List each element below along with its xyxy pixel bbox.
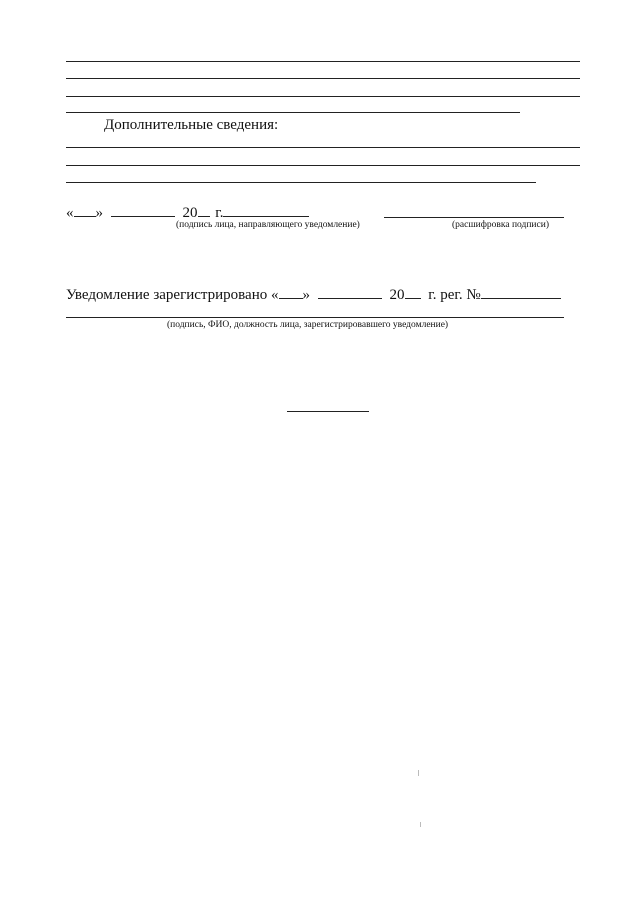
blank-line [66, 61, 580, 62]
date-quote-close: » [95, 205, 103, 221]
signature-blank[interactable] [223, 204, 309, 217]
blank-line [66, 78, 580, 79]
blank-line [66, 147, 580, 148]
registrar-signature-line [66, 317, 564, 318]
reg-quote-open: « [271, 287, 279, 303]
scan-speck [418, 770, 419, 776]
reg-year-blank[interactable] [405, 286, 421, 299]
signature-caption: (подпись лица, направляющего уведомление) [176, 220, 360, 230]
reg-day-blank[interactable] [279, 286, 303, 299]
reg-quote-close: » [302, 287, 310, 303]
additional-info-label: Дополнительные сведения: [104, 117, 279, 133]
blank-line [66, 112, 520, 113]
blank-line [66, 165, 580, 166]
year-prefix: 20 [182, 205, 198, 221]
decryption-line [384, 217, 564, 218]
registration-label: Уведомление зарегистрировано [66, 287, 268, 303]
date-quote-open: « [66, 205, 74, 221]
month-blank[interactable] [111, 204, 175, 217]
blank-line [66, 96, 580, 97]
scan-speck [420, 822, 421, 827]
signature-date-row [66, 204, 309, 221]
year-suffix: г. [215, 205, 224, 221]
registration-caption: (подпись, ФИО, должность лица, зарегистрировавшего уведомление) [167, 320, 449, 330]
year-blank[interactable] [198, 204, 210, 217]
blank-line [66, 182, 536, 183]
reg-number-blank[interactable] [481, 286, 561, 299]
reg-year-prefix: 20 [389, 287, 405, 303]
decryption-caption: (расшифровка подписи) [452, 220, 549, 230]
reg-month-blank[interactable] [318, 286, 382, 299]
day-blank[interactable] [74, 204, 96, 217]
end-separator [287, 411, 369, 412]
reg-number-label: г. рег. № [428, 287, 481, 303]
registration-row [66, 286, 561, 303]
